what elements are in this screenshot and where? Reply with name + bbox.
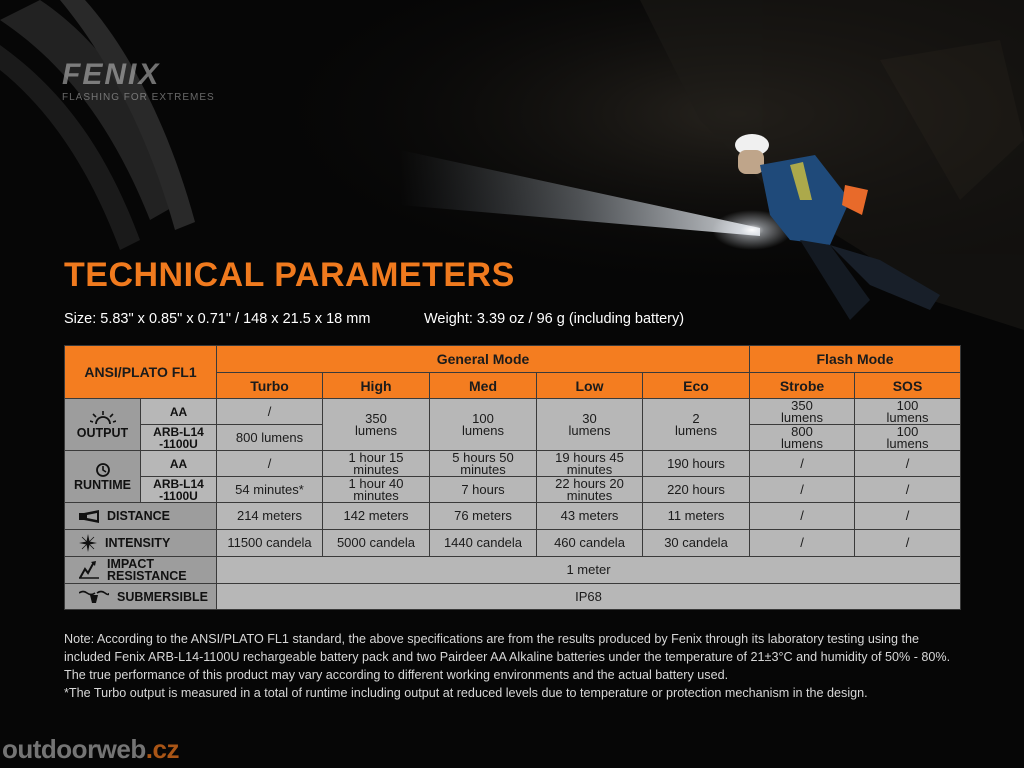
watermark <box>2 734 179 765</box>
intensity-cell: 5000 candela <box>323 530 430 557</box>
page-title: TECHNICAL PARAMETERS <box>64 256 515 294</box>
parameters-table <box>64 345 961 610</box>
runtime-aa-cell: / <box>217 451 323 477</box>
intensity-cell: 30 candela <box>643 530 750 557</box>
output-med: 100 lumens <box>430 399 537 451</box>
runtime-aa-cell: 5 hours 50 minutes <box>430 451 537 477</box>
output-high: 350 lumens <box>323 399 430 451</box>
row-label-runtime <box>65 451 141 503</box>
distance-label: DISTANCE <box>107 509 170 523</box>
battery-aa-label: AA <box>141 451 217 477</box>
clock-icon <box>96 463 110 477</box>
distance-cell: 11 meters <box>643 503 750 530</box>
mode-header: Low <box>537 373 643 399</box>
runtime-arb-cell: 54 minutes* <box>217 477 323 503</box>
row-label-distance <box>65 503 217 530</box>
impact-label: IMPACT RESISTANCE <box>107 557 187 583</box>
runtime-arb-cell: 7 hours <box>430 477 537 503</box>
row-label-impact <box>65 557 217 584</box>
battery-aa-label: AA <box>141 399 217 425</box>
submersible-icon <box>79 590 109 604</box>
output-label: OUTPUT <box>76 425 129 440</box>
distance-cell: / <box>750 503 855 530</box>
watermark-tld: .cz <box>145 734 179 764</box>
output-aa-strobe: 350 lumens <box>750 399 855 425</box>
note-text: Note: According to the ANSI/PLATO FL1 standard, the above specifications are from the results produced by Fenix through its laboratory testing using the included Fenix ARB-L14-1100U rechargeable battery pack and two Pairdeer AA Alkaline batteries under the temperature of 21±3°C and humidity of 50% - 80%. The true performance of this product may vary according to different working environments and the actual battery used. <box>64 632 951 682</box>
runtime-aa-cell: / <box>750 451 855 477</box>
intensity-cell: / <box>855 530 961 557</box>
intensity-cell: 1440 candela <box>430 530 537 557</box>
runtime-aa-cell: / <box>855 451 961 477</box>
watermark-name: outdoorweb <box>2 734 146 764</box>
impact-icon <box>79 561 99 579</box>
distance-cell: 214 meters <box>217 503 323 530</box>
submersible-value: IP68 <box>217 584 961 610</box>
specs-line <box>64 311 685 327</box>
size-spec: Size: 5.83" x 0.85" x 0.71" / 148 x 21.5 x 18 mm <box>64 311 371 327</box>
mode-header: SOS <box>855 373 961 399</box>
weight-spec: Weight: 3.39 oz / 96 g (including battery) <box>424 311 685 327</box>
distance-cell: 76 meters <box>430 503 537 530</box>
light-burst-icon <box>90 411 116 425</box>
intensity-label: INTENSITY <box>105 536 171 550</box>
output-arb-strobe: 800 lumens <box>750 425 855 451</box>
row-label-intensity <box>65 530 217 557</box>
row-label-submersible <box>65 584 217 610</box>
output-aa-sos: 100 lumens <box>855 399 961 425</box>
runtime-arb-cell: 1 hour 40 minutes <box>323 477 430 503</box>
runtime-arb-cell: / <box>750 477 855 503</box>
row-label-output <box>65 399 141 451</box>
runtime-arb-cell: 220 hours <box>643 477 750 503</box>
mode-header: High <box>323 373 430 399</box>
output-eco: 2 lumens <box>643 399 750 451</box>
turbo-note-text: *The Turbo output is measured in a total of runtime including output at reduced levels due to temperature or protection mechanism in the design. <box>64 686 868 700</box>
runtime-aa-cell: 190 hours <box>643 451 750 477</box>
output-low: 30 lumens <box>537 399 643 451</box>
submersible-label: SUBMERSIBLE <box>117 589 208 604</box>
intensity-cell: 11500 candela <box>217 530 323 557</box>
battery-arb-label: ARB-L14 -1100U <box>141 425 217 451</box>
distance-cell: 142 meters <box>323 503 430 530</box>
mode-header: Eco <box>643 373 750 399</box>
runtime-arb-cell: / <box>855 477 961 503</box>
intensity-cell: 460 candela <box>537 530 643 557</box>
output-aa-turbo: / <box>217 399 323 425</box>
impact-value: 1 meter <box>217 557 961 584</box>
runtime-label: RUNTIME <box>74 477 131 492</box>
fenix-logo <box>62 58 215 103</box>
battery-arb-label: ARB-L14 -1100U <box>141 477 217 503</box>
intensity-star-icon <box>79 534 97 552</box>
logo-tagline: FLASHING FOR EXTREMES <box>62 92 215 103</box>
runtime-aa-cell: 19 hours 45 minutes <box>537 451 643 477</box>
distance-cell: 43 meters <box>537 503 643 530</box>
table-corner: ANSI/PLATO FL1 <box>65 346 217 399</box>
output-arb-turbo: 800 lumens <box>217 425 323 451</box>
mode-header: Strobe <box>750 373 855 399</box>
beam-distance-icon <box>79 510 99 523</box>
logo-text: FENIX <box>62 58 161 91</box>
footnote <box>64 630 964 702</box>
runtime-arb-cell: 22 hours 20 minutes <box>537 477 643 503</box>
mode-header: Turbo <box>217 373 323 399</box>
group-general-mode: General Mode <box>217 346 750 373</box>
intensity-cell: / <box>750 530 855 557</box>
runtime-aa-cell: 1 hour 15 minutes <box>323 451 430 477</box>
mode-header: Med <box>430 373 537 399</box>
output-arb-sos: 100 lumens <box>855 425 961 451</box>
group-flash-mode: Flash Mode <box>750 346 961 373</box>
distance-cell: / <box>855 503 961 530</box>
